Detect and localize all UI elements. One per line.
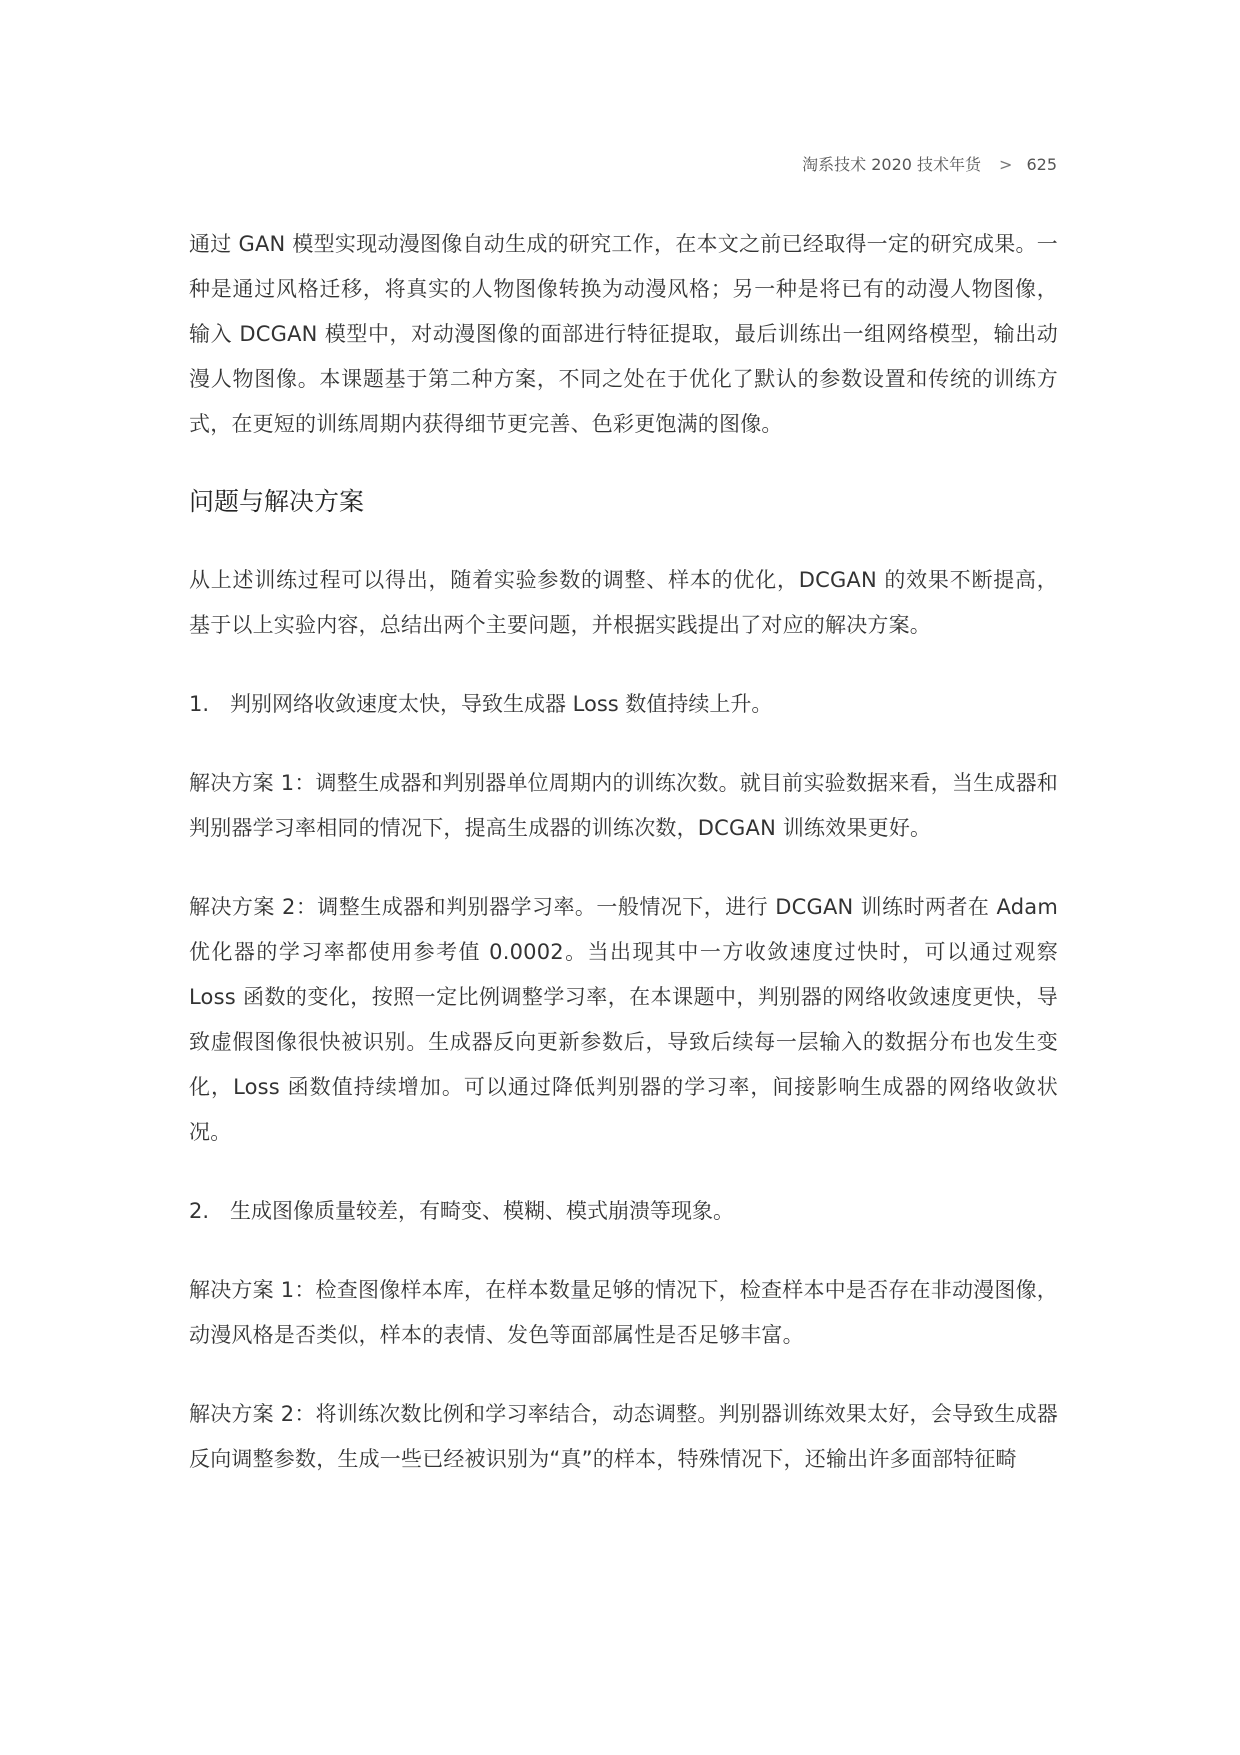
section-heading: 问题与解决方案 [189,487,365,516]
problem-1-solution-2: 解决方案 2：调整生成器和判别器学习率。一般情况下，进行 DCGAN 训练时两者在 Adam 优化器的学习率都使用参考值 0.0002。当出现其中一方收敛速度过快时，可以通过观察 Loss 函数的变化，按照一定比例调整学习率，在本课题中，判别器的网络收敛速度更快，导致虚假图像很快被识别。生成器反向更新参数后，导致后续每一层输入的数据分布也发生变化，Loss 函数值持续增加。可以通过降低判别器的学习率，间接影响生成器的网络收敛状况。 [189,895,1058,1144]
page-number: 625 [1026,155,1057,174]
problem-2-number: 2. [189,1199,210,1223]
problem-1-number: 1. [189,692,210,716]
header-separator: > [999,155,1013,174]
problem-2-solution-1: 解决方案 1：检查图像样本库，在样本数量足够的情况下，检查样本中是否存在非动漫图像，动漫风格是否类似，样本的表情、发色等面部属性是否足够丰富。 [189,1278,1058,1347]
intro-paragraph: 通过 GAN 模型实现动漫图像自动生成的研究工作，在本文之前已经取得一定的研究成果。一种是通过风格迁移，将真实的人物图像转换为动漫风格；另一种是将已有的动漫人物图像，输入 DCGAN 模型中，对动漫图像的面部进行特征提取，最后训练出一组网络模型，输出动漫人物图像。本课题基于第二种方案，不同之处在于优化了默认的参数设置和传统的训练方式，在更短的训练周期内获得细节更完善、色彩更饱满的图像。 [189,232,1058,436]
book-title: 淘系技术 2020 技术年货 [802,155,982,174]
problem-2-solution-2: 解决方案 2：将训练次数比例和学习率结合，动态调整。判别器训练效果太好，会导致生成器反向调整参数，生成一些已经被识别为“真”的样本，特殊情况下，还输出许多面部特征畸 [189,1402,1058,1471]
page-body [189,222,1058,1482]
running-header [802,152,1057,175]
summary-paragraph: 从上述训练过程可以得出，随着实验参数的调整、样本的优化，DCGAN 的效果不断提高，基于以上实验内容，总结出两个主要问题，并根据实践提出了对应的解决方案。 [189,568,1058,637]
problem-1-item [189,682,1058,727]
problem-2-text: 生成图像质量较差，有畸变、模糊、模式崩溃等现象。 [230,1199,734,1223]
problem-2-item [189,1189,1058,1234]
problem-1-solution-1: 解决方案 1：调整生成器和判别器单位周期内的训练次数。就目前实验数据来看，当生成器和判别器学习率相同的情况下，提高生成器的训练次数，DCGAN 训练效果更好。 [189,771,1058,840]
problem-1-text: 判别网络收敛速度太快，导致生成器 Loss 数值持续上升。 [230,692,773,716]
